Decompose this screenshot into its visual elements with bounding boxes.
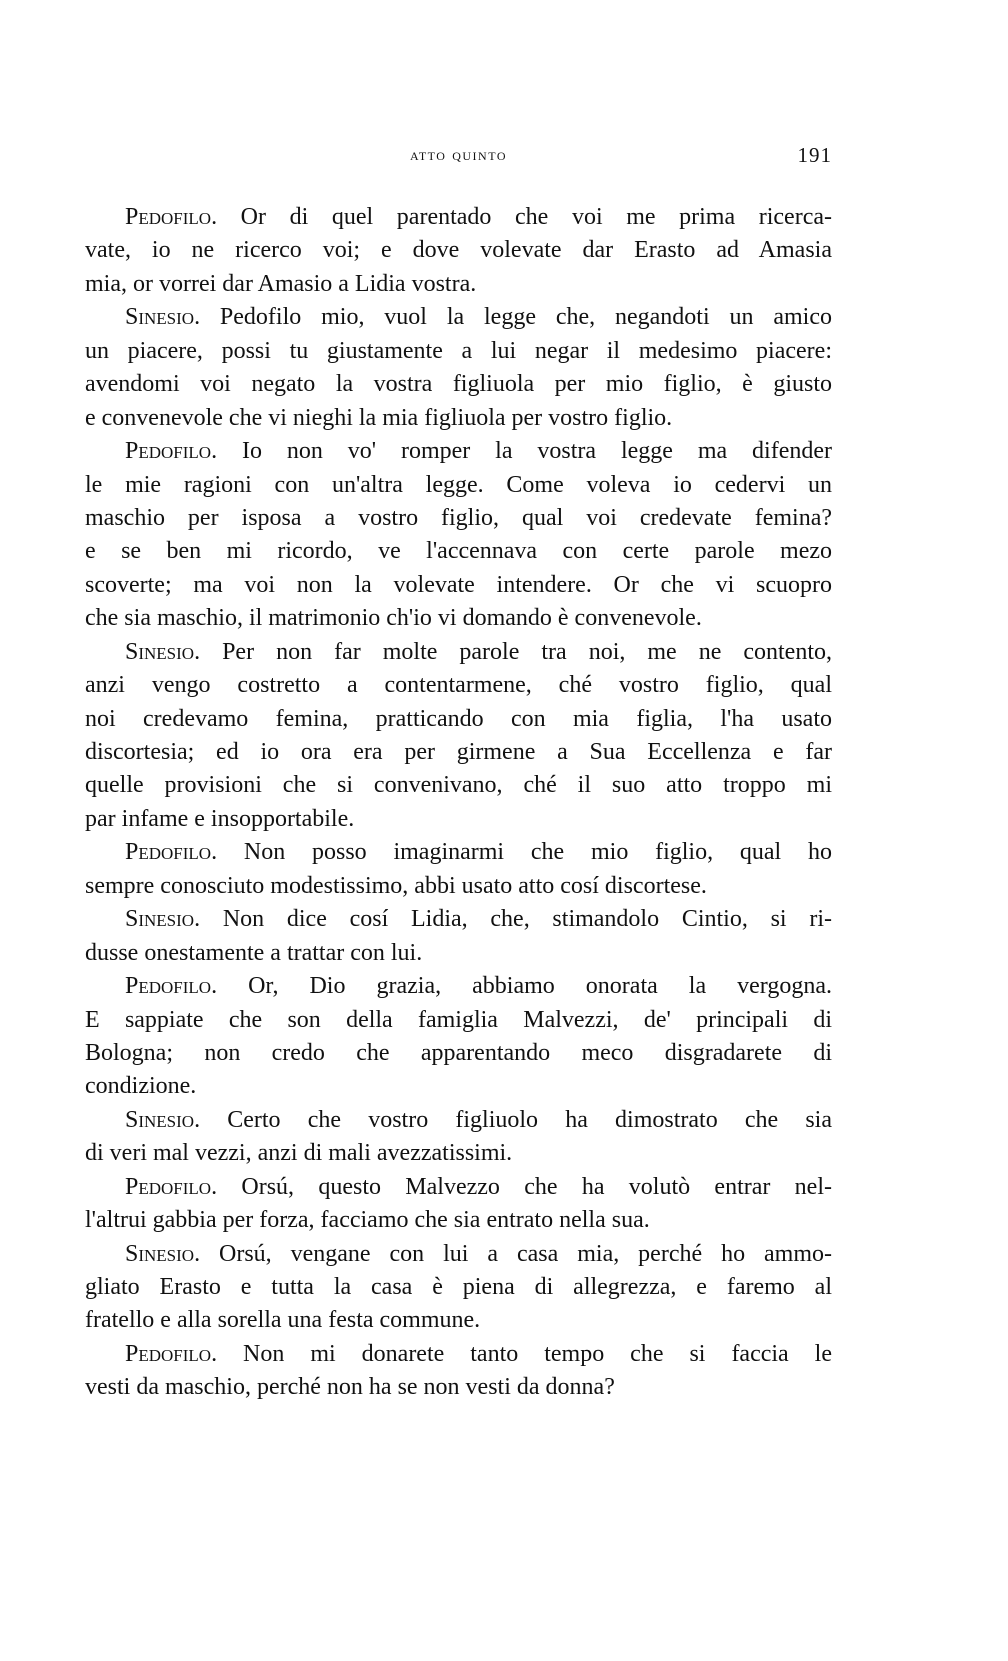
text-line	[85, 301, 832, 334]
text-line	[85, 1137, 832, 1170]
text-line	[85, 836, 832, 869]
line-text: Non mi donarete tanto tempo che si faccia le	[243, 1340, 833, 1367]
line-text: Per non far molte parole tra noi, me ne contento,	[222, 638, 833, 665]
text-line	[85, 803, 832, 836]
text-line	[85, 636, 832, 669]
text-line	[85, 234, 832, 267]
dialogue-paragraph	[85, 1238, 832, 1338]
line-text: Non dice cosí Lidia, che, stimandolo Cintio, si ri-	[222, 906, 832, 933]
text-line	[85, 535, 832, 568]
speaker-name: Pedofilo.	[125, 1173, 218, 1200]
line-text: e se ben mi ricordo, ve l'accennava con certe parole mezo	[85, 538, 832, 565]
text-line	[85, 402, 832, 435]
line-text: sempre conosciuto modestissimo, abbi usato atto cosí discortese.	[85, 872, 707, 899]
dialogue-paragraph	[85, 301, 832, 435]
text-line	[85, 1304, 832, 1337]
text-line	[85, 469, 832, 502]
line-text: maschio per isposa a vostro figlio, qual voi credevate femina?	[85, 504, 832, 531]
speaker-name: Sinesio.	[125, 638, 201, 665]
line-text: scoverte; ma voi non la volevate intendere. Or che vi scuopro	[85, 571, 832, 598]
text-line	[85, 602, 832, 635]
dialogue-paragraph	[85, 970, 832, 1104]
line-text: e convenevole che vi nieghi la mia figliuola per vostro figlio.	[85, 404, 673, 431]
line-text: Io non vo' romper la vostra legge ma difender	[241, 438, 833, 465]
page-number: 191	[797, 143, 832, 167]
text-line	[85, 1371, 832, 1404]
text-line	[85, 435, 832, 468]
dialogue-paragraph	[85, 1338, 832, 1405]
line-text: Orsú, questo Malvezzo che ha volutò entrar nel-	[241, 1173, 832, 1200]
line-text: l'altrui gabbia per forza, facciamo che sia entrato nella sua.	[85, 1207, 650, 1234]
text-line	[85, 736, 832, 769]
text-line	[85, 201, 832, 234]
line-text: vate, io ne ricerco voi; e dove volevate dar Erasto ad Amasia	[85, 237, 832, 264]
line-text: vesti da maschio, perché non ha se non vesti da donna?	[85, 1374, 615, 1401]
speaker-name: Pedofilo.	[125, 438, 218, 465]
dialogue-paragraph	[85, 636, 832, 837]
text-line	[85, 703, 832, 736]
line-text: E sappiate che son della famiglia Malvezzi, de' principali di	[85, 1006, 832, 1033]
dialogue-paragraph	[85, 201, 832, 301]
line-text: avendomi voi negato la vostra figliuola per mio figlio, è giusto	[85, 371, 832, 398]
text-line	[85, 1271, 832, 1304]
text-line	[85, 368, 832, 401]
text-line	[85, 1104, 832, 1137]
text-line	[85, 1338, 832, 1371]
running-title: atto quinto	[410, 145, 507, 164]
speaker-name: Sinesio.	[125, 1240, 201, 1267]
line-text: che sia maschio, il matrimonio ch'io vi domando è convenevole.	[85, 605, 702, 632]
text-line	[85, 1171, 832, 1204]
body-text	[85, 201, 832, 1405]
line-text: condizione.	[85, 1073, 197, 1100]
line-text: noi credevamo femina, pratticando con mia figlia, l'ha usato	[85, 705, 832, 732]
dialogue-paragraph	[85, 1171, 832, 1238]
text-line	[85, 970, 832, 1003]
line-text: Certo che vostro figliuolo ha dimostrato che sia	[227, 1106, 832, 1133]
text-line	[85, 1004, 832, 1037]
text-line	[85, 502, 832, 535]
text-line	[85, 937, 832, 970]
text-line	[85, 870, 832, 903]
dialogue-paragraph	[85, 836, 832, 903]
line-text: Or di quel parentado che voi me prima ricerca-	[240, 204, 832, 230]
line-text: Or, Dio grazia, abbiamo onorata la vergogna.	[248, 973, 832, 1000]
line-text: un piacere, possi tu giustamente a lui negar il medesimo piacere:	[85, 337, 832, 364]
line-text: discortesia; ed io ora era per girmene a Sua Eccellenza e far	[85, 739, 832, 765]
dialogue-paragraph	[85, 1104, 832, 1171]
line-text: Pedofilo mio, vuol la legge che, negandoti un amico	[219, 304, 832, 331]
line-text: di veri mal vezzi, anzi di mali avezzatissimi.	[85, 1140, 513, 1167]
text-line	[85, 669, 832, 702]
speaker-name: Pedofilo.	[125, 1340, 218, 1367]
speaker-name: Sinesio.	[125, 304, 201, 331]
dialogue-paragraph	[85, 903, 832, 970]
line-text: le mie ragioni con un'altra legge. Come voleva io cedervi un	[85, 471, 832, 498]
line-text: Non posso imaginarmi che mio figlio, qual ho	[243, 839, 833, 866]
text-line	[85, 1238, 832, 1271]
text-line	[85, 268, 832, 301]
text-line	[85, 569, 832, 602]
text-line	[85, 769, 832, 802]
speaker-name: Pedofilo.	[125, 973, 218, 1000]
text-line	[85, 1070, 832, 1103]
speaker-name: Pedofilo.	[125, 839, 218, 866]
page-header	[85, 145, 832, 171]
speaker-name: Pedofilo.	[125, 204, 218, 230]
line-text: Orsú, vengane con lui a casa mia, perché ho ammo-	[219, 1240, 832, 1267]
text-line	[85, 1204, 832, 1237]
line-text: mia, or vorrei dar Amasio a Lidia vostra.	[85, 270, 477, 297]
line-text: gliato Erasto e tutta la casa è piena di allegrezza, e faremo al	[85, 1274, 832, 1300]
text-line	[85, 903, 832, 936]
speaker-name: Sinesio.	[125, 906, 201, 933]
text-line	[85, 335, 832, 368]
line-text: anzi vengo costretto a contentarmene, ché vostro figlio, qual	[85, 672, 832, 699]
line-text: Bologna; non credo che apparentando meco disgradarete di	[85, 1039, 832, 1066]
text-line	[85, 1037, 832, 1070]
line-text: quelle provisioni che si convenivano, ché il suo atto troppo mi	[85, 772, 832, 799]
speaker-name: Sinesio.	[125, 1106, 201, 1133]
line-text: dusse onestamente a trattar con lui.	[85, 939, 423, 966]
dialogue-paragraph	[85, 435, 832, 636]
line-text: fratello e alla sorella una festa commune.	[85, 1307, 481, 1334]
line-text: par infame e insopportabile.	[85, 805, 355, 832]
